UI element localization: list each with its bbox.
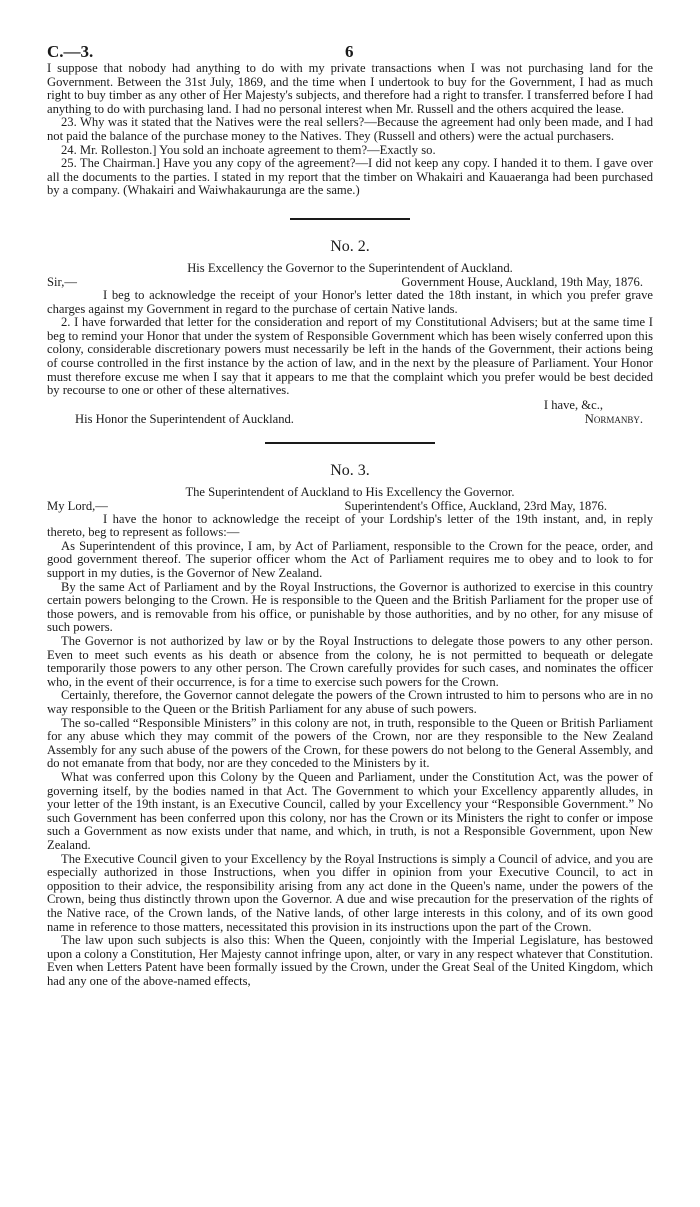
salutation: Sir,—	[47, 274, 77, 289]
signature-line	[47, 412, 653, 426]
section-divider	[290, 218, 410, 220]
letter-paragraph: Certainly, therefore, the Governor cannot delegate the powers of the Crown intrusted to him to persons who are in no way responsible to the Queen or the British Parliament for any abuse of such powers.	[47, 688, 653, 716]
letter-heading: His Excellency the Governor to the Superintendent of Auckland.	[187, 260, 513, 275]
letter-paragraph-text: I beg to acknowledge the receipt of your Honor's letter dated the 18th instant, in which you prefer grave charges against my Government in regard to the purchase of certain Native lands.	[47, 287, 653, 316]
letter-number: No. 2.	[330, 237, 370, 255]
letter-no-2	[47, 238, 653, 426]
evidence-question-24: 24. Mr. Rolleston.] You sold an inchoate agreement to them?—Exactly so.	[61, 142, 436, 157]
signature: Normanby.	[584, 411, 643, 426]
letter-paragraph: By the same Act of Parliament and by the Royal Instructions, the Governor is authorized to exercise in this country certain powers belonging to the Crown. He is responsible to the Queen and the British Parliament for the proper use of those powers, and is removable from his office, or punishable by those authorities, and by no other, for any misuse of such powers.	[47, 579, 653, 635]
evidence-section	[47, 62, 653, 198]
evidence-paragraph: I suppose that nobody had anything to do with my private transactions when I was not purchasing land for the Government. Between the 31st July, 1869, and the time when I undertook to buy for the Government, I had as much right to buy timber as any other of Her Majesty's subjects, and therefore had a right to transfer. I transferred before I had anything to do with purchasing land. I had no personal interest when Mr. Russell and the others acquired the lease.	[47, 61, 653, 116]
evidence-question-23: 23. Why was it stated that the Natives were the real sellers?—Because the agreement had only been made, and I had not paid the balance of the purchase money to the Natives. They (Russell and others) were the actual purchasers.	[47, 115, 653, 143]
evidence-question-25: 25. The Chairman.] Have you any copy of the agreement?—I did not keep any copy. I handed it to them. I gave over all the documents to the parties. I stated in my report that the timber on Whakairi and Kauaeranga had been purchased by a company. (Whakairi and Waiwhakaurunga are the same.)	[47, 156, 653, 198]
letter-paragraph: The Governor is not authorized by law or by the Royal Instructions to delegate those powers to any other person. Even to meet such events as his death or absence from the colony, he is not permitted to bequeath or delegate temporarily those powers to any other person. The Crown carefully provides for such cases, and nominates the officer who, in the event of their occurrence, is for a time to exercise such powers for the Crown.	[47, 634, 653, 689]
document-reference: C.—3.	[47, 42, 94, 61]
sender-address: Government House, Auckland, 19th May, 1876.	[401, 274, 643, 289]
salutation: My Lord,—	[47, 498, 108, 513]
letter-paragraph: The law upon such subjects is also this: When the Queen, conjointly with the Imperial Legislature, has bestowed upon a colony a Constitution, Her Majesty cannot infringe upon, alter, or vary in any respect whatever that Constitution. Even when Letters Patent have been formally issued by the Crown, under the Great Seal of the United Kingdom, which had any one of the above-named effects,	[47, 933, 653, 988]
closing: I have, &c.,	[543, 397, 603, 412]
addressee: His Honor the Superintendent of Auckland.	[75, 411, 294, 426]
page-number: 6	[345, 42, 354, 61]
letter-paragraph: The Executive Council given to your Excellency by the Royal Instructions is simply a Council of advice, and you are especially authorized in those Instructions, when you differ in opinion from your Executive Council, to act in opposition to their advice, the responsibility arising from any act done in the Queen's name, under the powers of the Crown, being thus distinctly thrown upon the Governor. A due and wise precaution for the preservation of the rights of the Native race, of the Crown lands, of the Native lands, of other large interests in this colony, and of its own good name in reference to those matters, necessitated this provision in its instructions upon the part of the Crown.	[47, 851, 653, 934]
letter-paragraph: What was conferred upon this Colony by the Queen and Parliament, under the Constitution Act, was the power of governing itself, by the bodies named in that Act. The Government to which your Excellency apparently alludes, in your letter of the 19th instant, is an Executive Council, called by your Excellency your “Responsible Government.” No such Government has been conferred upon this colony, nor has the Crown or its Ministers the right to confer or impose such a Government as now exists under that name, and which, in truth, is not a Responsible Government, upon New Zealand.	[47, 769, 653, 852]
letter-paragraph	[47, 513, 653, 540]
section-divider	[265, 442, 435, 444]
letter-paragraph: The so-called “Responsible Ministers” in this colony are not, in truth, responsible to the Queen or British Parliament for any abuse which they may commit of the powers of the Crown, nor are they responsible to the New Zealand Assembly for any such abuse of the powers of the Crown, for these powers do not belong to the General Assembly, and do not emanate from that body, nor are they conceded to the Ministers by it.	[47, 715, 653, 771]
page-header	[47, 0, 653, 62]
letter-paragraph: As Superintendent of this province, I am, by Act of Parliament, responsible to the Crown for the peace, order, and good government thereof. The superior officer whom the Act of Parliament requires me to obey and to look to for support in my duties, is the Governor of New Zealand.	[47, 538, 653, 581]
letter-heading: The Superintendent of Auckland to His Excellency the Governor.	[185, 484, 515, 499]
letter-paragraph	[47, 289, 653, 316]
letter-paragraph: 2. I have forwarded that letter for the consideration and report of my Constitutional Advisers; but at the same time I beg to remind your Honor that under the system of Responsible Government which has been wisely conferred upon this colony, considerable discretionary powers must necessarily be left in the hands of the Government, their actions being of course controlled in the first instance by the action of law, and in the next by the pleasure of Parliament. Your Honor must therefore excuse me when I say that it appears to me that the complaint which you prefer would be best decided by recourse to one or other of these alternatives.	[47, 315, 653, 398]
closing-line	[47, 398, 653, 412]
salutation-line	[47, 275, 653, 289]
salutation-line	[47, 499, 653, 513]
sender-address: Superintendent's Office, Auckland, 23rd May, 1876.	[344, 498, 607, 513]
letter-no-3	[47, 462, 653, 989]
letter-paragraph-text: I have the honor to acknowledge the receipt of your Lordship's letter of the 19th instant, and, in reply thereto, beg to represent as follows:—	[47, 511, 653, 540]
letter-number: No. 3.	[330, 461, 370, 479]
